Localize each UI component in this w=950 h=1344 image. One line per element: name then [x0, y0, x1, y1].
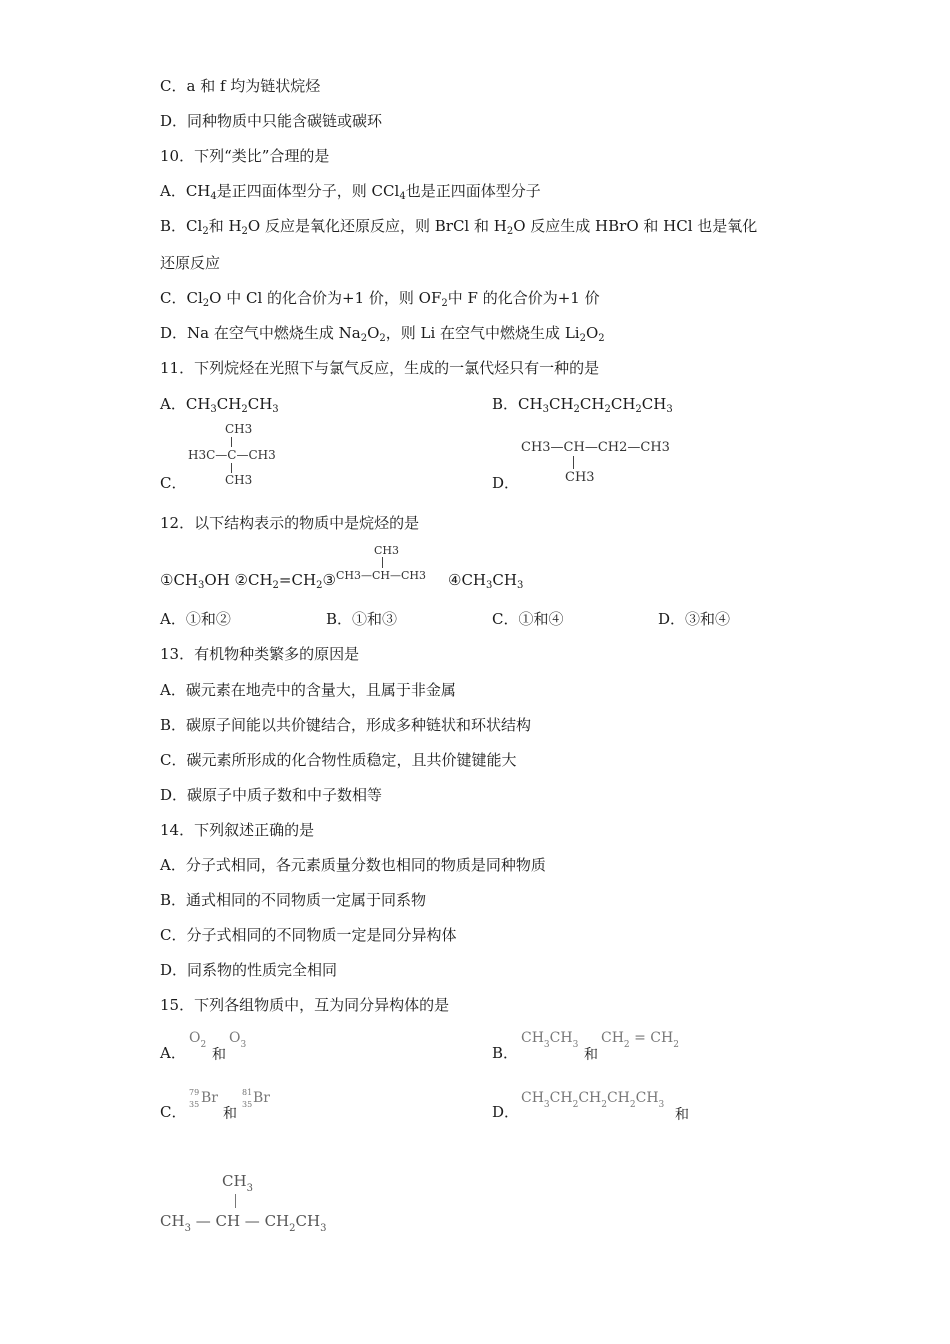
q15-option-d-label: D．: [492, 1103, 520, 1121]
q13-option-d: D．碳原子中质子数和中子数相等: [160, 786, 383, 804]
q15-option-d-content: $CH_3CH_2CH_2CH_2CH_3$ 和: [521, 1090, 689, 1123]
q12-structure-3: CH3 CH3—CH—CH3: [336, 544, 427, 582]
q10-option-d: D．Na 在空气中燃烧生成 $Na_2O_2$，则 Li 在空气中燃烧生成 $Li_2O_2$: [160, 324, 605, 344]
q14-option-a: A．分子式相同，各元素质量分数也相同的物质是同种物质: [160, 856, 546, 874]
q15-option-c-content: 79 35 Br 81 35 Br 和: [189, 1088, 270, 1122]
q11-option-d-label: D．: [492, 474, 520, 492]
q15-stem: 15．下列各组物质中，互为同分异构体的是: [160, 996, 450, 1014]
q15-option-d-structure-2: $CH_3$ $CH_3$ — CH — $CH_2CH_3$: [160, 1172, 327, 1234]
q14-stem: 14．下列叙述正确的是: [160, 821, 315, 839]
q12-items: $①CH_3OH$ $②CH_2=CH_2③$: [160, 571, 336, 591]
q15-option-a-content: $O_2$ $O_3$ 和: [189, 1030, 247, 1063]
q11-option-d-structure: CH3—CH—CH2—CH3 CH3: [521, 440, 670, 485]
q14-option-b: B．通式相同的不同物质一定属于同系物: [160, 891, 427, 909]
q10-option-b-continued: 还原反应: [160, 254, 221, 272]
q14-option-d: D．同系物的性质完全相同: [160, 961, 338, 979]
q15-option-b-content: $CH_3CH_3$ $CH_2 = CH_2$ 和: [521, 1030, 679, 1063]
q10-option-c: C．$Cl_2O$ 中 Cl 的化合价为+1 价，则 $OF_2$中 F 的化合价为+1 价: [160, 289, 600, 309]
q11-option-c-label: C．: [160, 474, 187, 492]
q14-option-c: C．分子式相同的不同物质一定是同分异构体: [160, 926, 457, 944]
q12-option-a: A．①和②: [160, 610, 231, 628]
q12-option-c: C．①和④: [492, 610, 564, 628]
q9-option-c: C．a 和 f 均为链状烷烃: [160, 77, 321, 95]
q12-option-b: B．①和③: [326, 610, 398, 628]
q13-option-a: A．碳元素在地壳中的含量大，且属于非金属: [160, 681, 456, 699]
q11-option-c-structure: CH3 H3C—C—CH3 CH3: [188, 422, 276, 487]
q11-stem: 11．下列烷烃在光照下与氯气反应，生成的一氯代烃只有一种的是: [160, 359, 600, 377]
q11-option-b: B．$CH_3CH_2CH_2CH_2CH_3$: [492, 395, 673, 415]
q11-option-a: A．$CH_3CH_2CH_3$: [160, 395, 279, 415]
q15-option-c-label: C．: [160, 1103, 187, 1121]
q12-item-4: $④CH_3CH_3$: [448, 571, 524, 591]
q12-stem: 12．以下结构表示的物质中是烷烃的是: [160, 514, 420, 532]
q13-option-c: C．碳元素所形成的化合物性质稳定，且共价键键能大: [160, 751, 517, 769]
q10-stem: 10．下列“类比”合理的是: [160, 147, 330, 165]
q10-option-a: A．$CH_4$是正四面体型分子，则 CCl$_4$也是正四面体型分子: [160, 182, 541, 202]
q10-option-b: B．$Cl_2$和 $H_2O$ 反应是氧化还原反应，则 BrCl 和 $H_2O$ 反应生成 HBrO 和 HCl 也是氧化: [160, 217, 758, 237]
q15-option-b-label: B．: [492, 1044, 519, 1062]
q13-option-b: B．碳原子间能以共价键结合，形成多种链状和环状结构: [160, 716, 532, 734]
q15-option-a-label: A．: [160, 1044, 186, 1062]
q9-option-d: D．同种物质中只能含碳链或碳环: [160, 112, 383, 130]
q13-stem: 13．有机物种类繁多的原因是: [160, 645, 360, 663]
q12-option-d: D．③和④: [658, 610, 731, 628]
